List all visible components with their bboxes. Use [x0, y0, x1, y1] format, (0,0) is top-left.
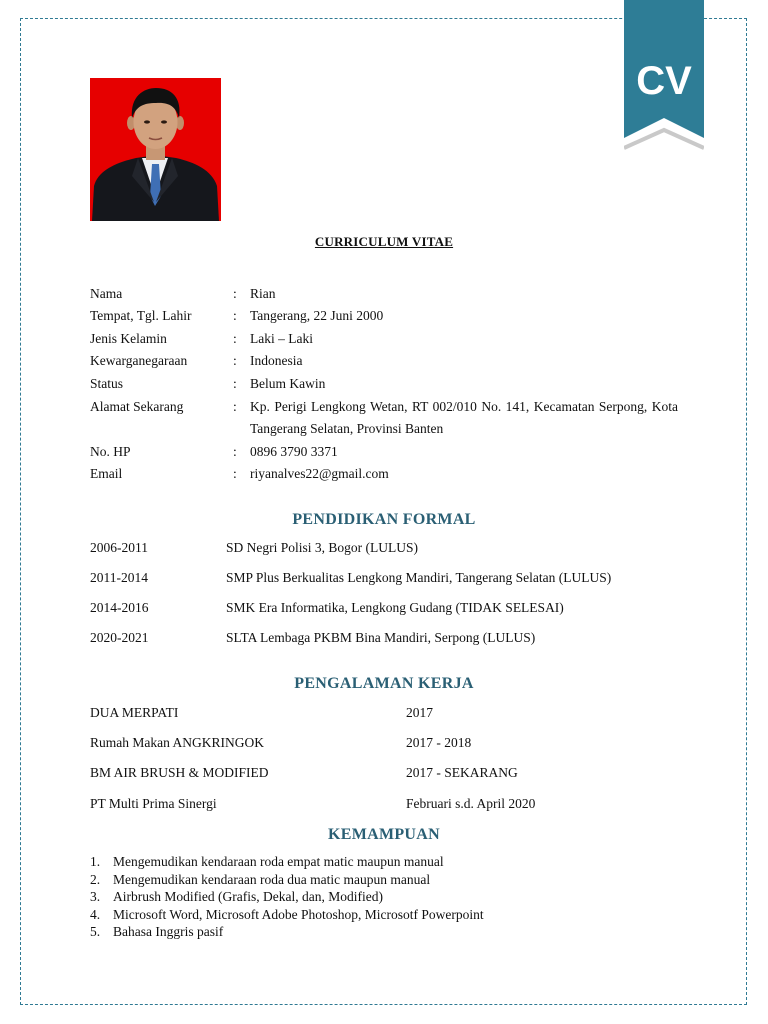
education-years: 2020-2021	[90, 630, 149, 645]
work-period: Februari s.d. April 2020	[406, 796, 536, 811]
skills-list	[90, 853, 484, 941]
personal-label: Nama	[90, 286, 123, 301]
work-period: 2017 - 2018	[406, 735, 472, 750]
colon: :	[233, 399, 237, 414]
work-row	[90, 763, 690, 783]
email-value: riyanalves22@gmail.com	[250, 466, 389, 481]
document-title: CURRICULUM VITAE	[314, 234, 454, 249]
skill-number: 5.	[90, 924, 101, 939]
skill-text: Bahasa Inggris pasif	[113, 924, 224, 939]
skill-number: 1.	[90, 854, 101, 869]
education-years: 2006-2011	[90, 540, 148, 555]
work-row	[90, 794, 690, 814]
colon: :	[233, 331, 237, 346]
personal-value: Tangerang, 22 Juni 2000	[250, 308, 384, 323]
work-name: DUA MERPATI	[90, 705, 179, 720]
work-period: 2017 - SEKARANG	[406, 765, 518, 780]
work-name: BM AIR BRUSH & MODIFIED	[90, 765, 269, 780]
colon: :	[233, 466, 237, 481]
education-school: SLTA Lembaga PKBM Bina Mandiri, Serpong (LULUS)	[226, 630, 536, 645]
personal-label: Tempat, Tgl. Lahir	[90, 308, 192, 323]
personal-label: Status	[90, 376, 124, 391]
colon: :	[233, 308, 237, 323]
skill-number: 2.	[90, 871, 101, 887]
personal-label: No. HP	[90, 444, 131, 459]
work-heading: PENGALAMAN KERJA	[294, 675, 474, 692]
personal-label: Kewarganegaraan	[90, 353, 188, 368]
work-name: PT Multi Prima Sinergi	[90, 796, 217, 811]
personal-value: 0896 3790 3371	[250, 444, 338, 459]
personal-value: Kp. Perigi Lengkong Wetan, RT 002/010 No. 141, Kecamatan Serpong, Kota Tangerang Selatan, Provinsi Banten	[250, 399, 678, 436]
skill-item	[90, 906, 484, 924]
skill-text: Mengemudikan kendaraan roda dua matic maupun manual	[113, 871, 431, 887]
skill-number: 3.	[90, 889, 101, 904]
personal-value: Belum Kawin	[250, 376, 326, 391]
education-years: 2014-2016	[90, 600, 149, 615]
skill-item	[90, 923, 484, 941]
work-row	[90, 733, 690, 753]
education-school: SMP Plus Berkualitas Lengkong Mandiri, Tangerang Selatan (LULUS)	[226, 570, 612, 585]
cv-badge-text: CV	[636, 59, 692, 103]
colon: :	[233, 376, 237, 391]
education-row	[90, 538, 690, 558]
personal-value: Indonesia	[250, 353, 303, 368]
skill-text: Airbrush Modified (Grafis, Dekal, dan, Modified)	[113, 889, 383, 904]
work-period: 2017	[406, 705, 433, 720]
personal-value: Laki – Laki	[250, 331, 313, 346]
personal-label: Alamat Sekarang	[90, 399, 184, 414]
skill-item	[90, 853, 484, 871]
skill-text: Mengemudikan kendaraan roda empat matic maupun manual	[113, 854, 444, 869]
education-school: SD Negri Polisi 3, Bogor (LULUS)	[226, 540, 418, 555]
work-name: Rumah Makan ANGKRINGOK	[90, 735, 264, 750]
education-years: 2011-2014	[90, 570, 148, 585]
personal-label: Email	[90, 466, 123, 481]
skill-text: Microsoft Word, Microsoft Adobe Photoshop, Microsotf Powerpoint	[113, 906, 484, 922]
education-row	[90, 598, 690, 618]
cv-ribbon-badge	[624, 0, 704, 158]
education-row	[90, 568, 690, 588]
colon: :	[233, 286, 237, 301]
skill-item	[90, 871, 484, 889]
education-row	[90, 628, 690, 648]
profile-photo	[90, 78, 221, 221]
skill-item	[90, 888, 484, 906]
work-row	[90, 703, 690, 723]
education-school: SMK Era Informatika, Lengkong Gudang (TIDAK SELESAI)	[226, 600, 564, 615]
personal-label: Jenis Kelamin	[90, 331, 167, 346]
skill-number: 4.	[90, 906, 101, 922]
skills-heading: KEMAMPUAN	[327, 826, 440, 843]
education-heading: PENDIDIKAN FORMAL	[292, 511, 476, 528]
personal-value: Rian	[250, 286, 276, 301]
colon: :	[233, 444, 237, 459]
colon: :	[233, 353, 237, 368]
